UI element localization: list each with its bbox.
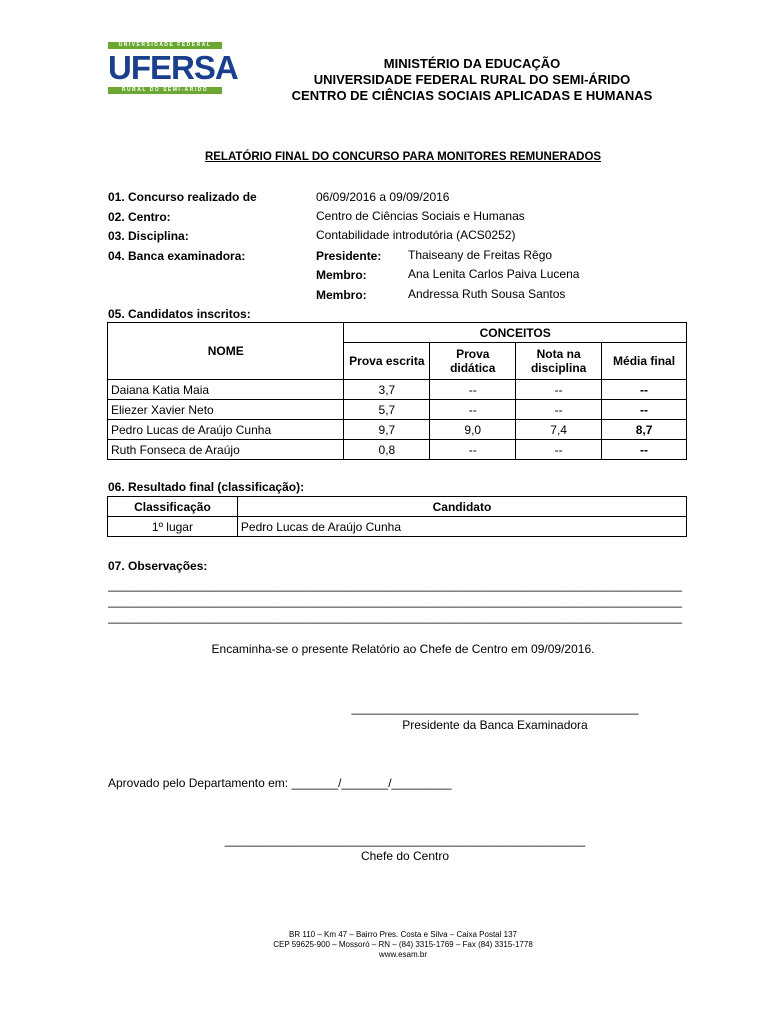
concurso-label: 01. Concurso realizado de bbox=[108, 190, 257, 204]
cell-didatica: -- bbox=[430, 440, 516, 460]
institution-header bbox=[222, 56, 722, 104]
cell-nome: Eliezer Xavier Neto bbox=[108, 400, 344, 420]
candidatos-section-label: 05. Candidatos inscritos: bbox=[108, 307, 251, 321]
cell-media: 8,7 bbox=[602, 420, 687, 440]
aprovado-text: Aprovado pelo Departamento em: _______/_______/_________ bbox=[108, 776, 452, 790]
cell-didatica: -- bbox=[430, 400, 516, 420]
cell-candidato: Pedro Lucas de Araújo Cunha bbox=[237, 517, 686, 537]
cell-nome: Pedro Lucas de Araújo Cunha bbox=[108, 420, 344, 440]
membro1-name: Ana Lenita Carlos Paiva Lucena bbox=[408, 267, 580, 281]
page-footer bbox=[108, 930, 698, 960]
cell-classificacao: 1º lugar bbox=[108, 517, 238, 537]
col-nota-header: Nota na disciplina bbox=[516, 343, 602, 380]
table-row bbox=[108, 380, 687, 400]
cell-nota: -- bbox=[516, 440, 602, 460]
header-line-center: CENTRO DE CIÊNCIAS SOCIAIS APLICADAS E HUMANAS bbox=[291, 88, 653, 103]
presidente-signature-line: ___________________________________________ bbox=[351, 701, 639, 715]
col-candidato-header: Candidato bbox=[237, 497, 686, 517]
logo-bottom-tagline: RURAL DO SEMI-ÁRIDO bbox=[121, 87, 209, 93]
footer-website: www.esam.br bbox=[378, 950, 427, 959]
cell-escrita: 3,7 bbox=[344, 380, 430, 400]
resultado-section-label: 06. Resultado final (classificação): bbox=[108, 480, 305, 494]
disciplina-value: Contabilidade introdutória (ACS0252) bbox=[316, 228, 516, 242]
cell-nome: Daiana Katia Maia bbox=[108, 380, 344, 400]
cell-didatica: 9,0 bbox=[430, 420, 516, 440]
cell-nota: -- bbox=[516, 400, 602, 420]
resultado-table bbox=[107, 496, 687, 537]
ufersa-logo bbox=[108, 42, 238, 94]
observacoes-section-label: 07. Observações: bbox=[108, 559, 208, 573]
cell-media: -- bbox=[602, 380, 687, 400]
cell-escrita: 0,8 bbox=[344, 440, 430, 460]
table-row bbox=[108, 400, 687, 420]
header-line-university: UNIVERSIDADE FEDERAL RURAL DO SEMI-ÁRIDO bbox=[313, 72, 631, 87]
observacoes-line: ______________________________________________________________________________________ bbox=[108, 610, 682, 624]
cell-nota: -- bbox=[516, 380, 602, 400]
concurso-value: 06/09/2016 a 09/09/2016 bbox=[316, 190, 450, 204]
logo-top-tagline: UNIVERSIDADE FEDERAL bbox=[118, 42, 212, 48]
encaminha-text: Encaminha-se o presente Relatório ao Chefe de Centro em 09/09/2016. bbox=[211, 642, 595, 656]
membro1-role: Membro: bbox=[316, 268, 367, 282]
table-row bbox=[108, 420, 687, 440]
membro2-role: Membro: bbox=[316, 288, 367, 302]
centro-label: 02. Centro: bbox=[108, 210, 171, 224]
table-row bbox=[108, 517, 687, 537]
presidente-signature-label: Presidente da Banca Examinadora bbox=[402, 718, 588, 732]
col-escrita-header: Prova escrita bbox=[344, 343, 430, 380]
col-media-header: Média final bbox=[602, 343, 687, 380]
membro2-name: Andressa Ruth Sousa Santos bbox=[408, 287, 566, 301]
chefe-signature-label: Chefe do Centro bbox=[360, 849, 450, 863]
col-didatica-header: Prova didática bbox=[430, 343, 516, 380]
header-line-ministry: MINISTÉRIO DA EDUCAÇÃO bbox=[383, 56, 561, 71]
cell-escrita: 5,7 bbox=[344, 400, 430, 420]
report-title: RELATÓRIO FINAL DO CONCURSO PARA MONITORES REMUNERADOS bbox=[204, 151, 602, 163]
footer-contact: CEP 59625-900 – Mossoró – RN – (84) 3315-1769 – Fax (84) 3315-1778 bbox=[273, 940, 533, 949]
presidente-name: Thaiseany de Freitas Rêgo bbox=[408, 248, 553, 262]
centro-value: Centro de Ciências Sociais e Humanas bbox=[316, 209, 525, 223]
observacoes-line: ______________________________________________________________________________________ bbox=[108, 594, 682, 608]
cell-nome: Ruth Fonseca de Araújo bbox=[108, 440, 344, 460]
presidente-role: Presidente: bbox=[316, 249, 382, 263]
col-classificacao-header: Classificação bbox=[108, 497, 238, 517]
cell-escrita: 9,7 bbox=[344, 420, 430, 440]
disciplina-label: 03. Disciplina: bbox=[108, 229, 189, 243]
cell-nota: 7,4 bbox=[516, 420, 602, 440]
col-nome-header: NOME bbox=[108, 323, 344, 380]
observacoes-line: ______________________________________________________________________________________ bbox=[108, 578, 682, 592]
footer-address: BR 110 – Km 47 – Bairro Pres. Costa e Silva – Caixa Postal 137 bbox=[289, 930, 517, 939]
candidatos-table bbox=[107, 322, 687, 460]
col-conceitos-header: CONCEITOS bbox=[344, 323, 687, 343]
chefe-signature-line: ______________________________________________________ bbox=[224, 833, 586, 847]
cell-didatica: -- bbox=[430, 380, 516, 400]
logo-wordmark: UFERSA bbox=[108, 49, 238, 86]
table-row bbox=[108, 440, 687, 460]
banca-label: 04. Banca examinadora: bbox=[108, 249, 246, 263]
cell-media: -- bbox=[602, 440, 687, 460]
cell-media: -- bbox=[602, 400, 687, 420]
